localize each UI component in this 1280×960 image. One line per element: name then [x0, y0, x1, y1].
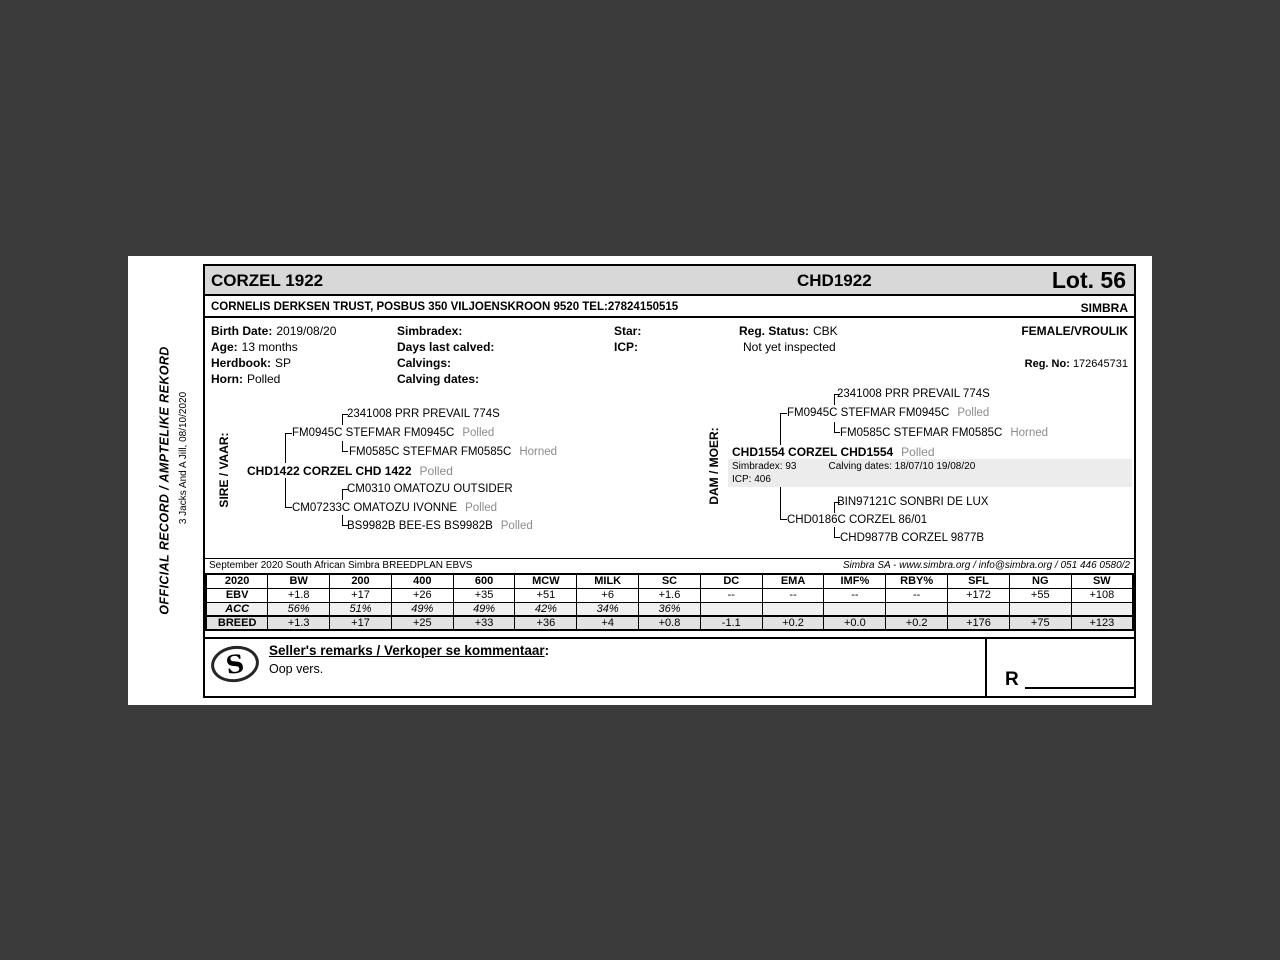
price-blank-line [1025, 687, 1135, 689]
info-value: SP [275, 356, 292, 370]
dam-name [732, 445, 935, 459]
animal-name: CM0310 OMATOZU OUTSIDER [347, 483, 513, 495]
ebv-cell: +4 [577, 616, 639, 630]
ebv-cell: +0.2 [886, 616, 948, 630]
ebv-cell: +51 [515, 588, 577, 602]
sire-granddam-dam [347, 520, 533, 532]
animal-name: 2341008 PRR PREVAIL 774S [837, 388, 990, 400]
ebv-cell [886, 602, 948, 616]
pedigree-line [834, 502, 840, 513]
ebv-cell: +123 [1071, 616, 1133, 630]
pedigree-line [834, 422, 840, 433]
ebv-col-header: 200 [330, 574, 392, 588]
ebv-cell: +176 [948, 616, 1010, 630]
animal-name: CHD1422 CORZEL CHD 1422 [247, 464, 412, 478]
info-label: Birth Date: [211, 324, 273, 338]
card-header-band [205, 266, 1134, 296]
dam-grandsire [787, 407, 989, 419]
animal-name: CHD0186C CORZEL 86/01 [787, 514, 928, 526]
dam-simbradex: Simbradex: 93 [732, 461, 797, 472]
horn-status: Horned [1010, 427, 1049, 439]
animal-name: BIN97121C SONBRI DE LUX [837, 496, 989, 508]
animal-name: CHD1554 CORZEL CHD1554 [732, 445, 894, 459]
currency-symbol: R [1005, 669, 1019, 690]
remarks-title-text: Seller's remarks / Verkoper se kommentaar [269, 643, 545, 658]
pedigree-line [780, 487, 787, 520]
pedigree-line [342, 414, 348, 425]
ebv-cell: +36 [515, 616, 577, 630]
animal-name: FM0585C STEFMAR FM0585C [349, 446, 512, 458]
dam-granddam-sire [837, 496, 988, 508]
ebv-cell [824, 602, 886, 616]
ebv-cell: 56% [268, 602, 330, 616]
ebv-cell [948, 602, 1010, 616]
ebv-cell: +17 [330, 588, 392, 602]
ebv-row-ebv [206, 588, 1133, 602]
ebv-col-header: IMF% [824, 574, 886, 588]
ebv-col-header: SFL [948, 574, 1010, 588]
animal-name: CM07233C OMATOZU IVONNE [292, 502, 458, 514]
ebv-table [205, 573, 1134, 631]
info-label: Age: [211, 340, 238, 354]
sire-grandsire-dam [349, 446, 557, 458]
pedigree-line [342, 441, 348, 452]
dam-vertical-label: DAM / MOER: [707, 427, 721, 505]
ebv-col-header: SC [639, 574, 701, 588]
ebv-cell [1009, 602, 1071, 616]
ebv-col-header: SW [1071, 574, 1133, 588]
pedigree-line [342, 489, 348, 500]
animal-name: FM0585C STEFMAR FM0585C [840, 427, 1003, 439]
remarks-text: Oop vers. [269, 662, 324, 676]
ebv-cell: +0.0 [824, 616, 886, 630]
sire-vertical-label: SIRE / VAAR: [217, 432, 231, 508]
ebv-col-header: EMA [762, 574, 824, 588]
info-label: Star: [614, 324, 642, 338]
pedigree-section [205, 386, 1134, 558]
sire-grandsire [292, 427, 494, 439]
ebv-cell: +75 [1009, 616, 1071, 630]
info-label: ICP: [614, 340, 638, 354]
info-inspection-status [739, 340, 836, 354]
ebv-col-header: 2020 [206, 574, 268, 588]
ebv-cell: +1.8 [268, 588, 330, 602]
horn-status: Polled [465, 502, 498, 514]
info-label: Simbradex: [397, 324, 463, 338]
catalog-page [128, 256, 1152, 705]
info-icp [614, 340, 642, 354]
info-label: Herdbook: [211, 356, 271, 370]
animal-name: BS9982B BEE-ES BS9982B [347, 520, 493, 532]
ebv-cell: +1.3 [268, 616, 330, 630]
owner-name: CORNELIS DERKSEN TRUST, POSBUS 350 VILJOENSKROON 9520 TEL:27824150515 [211, 301, 679, 313]
breedplan-note: September 2020 South African Simbra BREEDPLAN EBVS [209, 560, 473, 571]
info-star [614, 324, 645, 338]
dam-grandsire-sire [837, 388, 990, 400]
pedigree-line [285, 478, 292, 508]
animal-name: CHD9877B CORZEL 9877B [840, 532, 985, 544]
info-birth-date [211, 324, 336, 338]
info-value: Not yet inspected [743, 340, 836, 354]
reg-no-label: Reg. No: [1024, 358, 1070, 370]
info-herdbook [211, 356, 291, 370]
dam-granddam-dam [840, 532, 984, 544]
animal-name: 2341008 PRR PREVAIL 774S [347, 408, 500, 420]
info-age [211, 340, 298, 354]
ebv-cell: 49% [453, 602, 515, 616]
simbra-s-logo-icon: S [209, 643, 262, 685]
animal-name: FM0945C STEFMAR FM0945C [292, 427, 455, 439]
owner-row [205, 298, 1134, 318]
seller-date-vertical-label: 3 Jacks And A Jill, 08/10/2020 [178, 391, 189, 525]
remarks-title-colon: : [544, 643, 550, 658]
reg-no [1025, 358, 1128, 370]
dam-stats-line1 [732, 461, 1128, 472]
ebv-cell: +26 [391, 588, 453, 602]
info-days-last-calved [397, 340, 498, 354]
ebv-cell: 49% [391, 602, 453, 616]
info-label: Days last calved: [397, 340, 495, 354]
ebv-cell: +55 [1009, 588, 1071, 602]
ebv-col-header: 600 [453, 574, 515, 588]
ebv-cell [1071, 602, 1133, 616]
animal-name: FM0945C STEFMAR FM0945C [787, 407, 950, 419]
info-label: Horn: [211, 372, 243, 386]
horn-status: Horned [519, 446, 558, 458]
simbra-contact-note: Simbra SA - www.simbra.org / info@simbra.org / 051 446 0580/2 [842, 560, 1130, 571]
ebv-cell: +17 [330, 616, 392, 630]
horn-status: Polled [957, 407, 990, 419]
ebv-cell: -- [824, 588, 886, 602]
ebv-col-header: DC [700, 574, 762, 588]
price-box-divider [985, 639, 987, 696]
dam-calving-dates: Calving dates: 18/07/10 19/08/20 [828, 461, 976, 472]
pedigree-line [834, 527, 840, 538]
lot-number: Lot. 56 [1051, 267, 1126, 293]
sire-name [247, 464, 453, 478]
ebv-row-acc [206, 602, 1133, 616]
animal-id: CHD1922 [797, 271, 872, 290]
info-horn [211, 372, 280, 386]
ebv-cell: +0.8 [639, 616, 701, 630]
breedplan-strip [205, 558, 1134, 573]
ebv-cell: +33 [453, 616, 515, 630]
ebv-cell: +108 [1071, 588, 1133, 602]
sire-granddam-sire [347, 483, 513, 495]
info-value: 13 months [241, 340, 298, 354]
ebv-col-header: NG [1009, 574, 1071, 588]
info-value: 2019/08/20 [276, 324, 337, 338]
ebv-cell [762, 602, 824, 616]
ebv-cell: +0.2 [762, 616, 824, 630]
pedigree-line [780, 413, 787, 445]
info-simbradex [397, 324, 466, 338]
animal-name: CORZEL 1922 [211, 271, 324, 290]
ebv-header-row [206, 574, 1133, 588]
remarks-section [205, 637, 1134, 696]
ebv-cell: -- [700, 588, 762, 602]
ebv-row-label: EBV [206, 588, 268, 602]
reg-no-value: 172645731 [1072, 358, 1128, 370]
ebv-col-header: BW [268, 574, 330, 588]
info-label: Calvings: [397, 356, 452, 370]
horn-status: Polled [462, 427, 495, 439]
info-value: Polled [247, 372, 281, 386]
pedigree-line [285, 433, 292, 463]
info-calving-dates [397, 372, 483, 386]
ebv-cell: +25 [391, 616, 453, 630]
info-label: Calving dates: [397, 372, 480, 386]
ebv-cell: +172 [948, 588, 1010, 602]
lot-card [203, 264, 1136, 698]
ebv-cell: -1.1 [700, 616, 762, 630]
ebv-cell: -- [762, 588, 824, 602]
ebv-col-header: MILK [577, 574, 639, 588]
ebv-col-header: 400 [391, 574, 453, 588]
ebv-cell: +6 [577, 588, 639, 602]
info-label: Reg. Status: [739, 324, 810, 338]
dam-granddam [787, 514, 927, 526]
remarks-title [269, 643, 549, 658]
breed-society: SIMBRA [1080, 301, 1128, 315]
ebv-row-breed [206, 616, 1133, 630]
ebv-cell: +35 [453, 588, 515, 602]
dam-icp: ICP: 406 [732, 474, 771, 485]
horn-status: Polled [901, 445, 935, 459]
dam-grandsire-dam [840, 427, 1048, 439]
ebv-cell: 34% [577, 602, 639, 616]
ebv-col-header: RBY% [886, 574, 948, 588]
sex-label: FEMALE/VROULIK [1021, 324, 1128, 338]
sire-granddam [292, 502, 497, 514]
ebv-cell [700, 602, 762, 616]
ebv-col-header: MCW [515, 574, 577, 588]
horn-status: Polled [419, 464, 453, 478]
sire-grandsire-sire [347, 408, 500, 420]
official-record-vertical-label: OFFICIAL RECORD / AMPTELIKE REKORD [157, 346, 172, 615]
info-reg-status [739, 324, 838, 338]
pedigree-line [834, 394, 840, 405]
info-value: CBK [813, 324, 838, 338]
ebv-cell: -- [886, 588, 948, 602]
ebv-cell: +1.6 [639, 588, 701, 602]
ebv-cell: 36% [639, 602, 701, 616]
ebv-cell: 42% [515, 602, 577, 616]
info-calvings [397, 356, 455, 370]
dam-stats-box [728, 459, 1132, 487]
ebv-cell: 51% [330, 602, 392, 616]
pedigree-line [342, 515, 348, 526]
horn-status: Polled [500, 520, 533, 532]
ebv-table-wrap [205, 573, 1134, 631]
ebv-row-label: ACC [206, 602, 268, 616]
ebv-row-label: BREED [206, 616, 268, 630]
